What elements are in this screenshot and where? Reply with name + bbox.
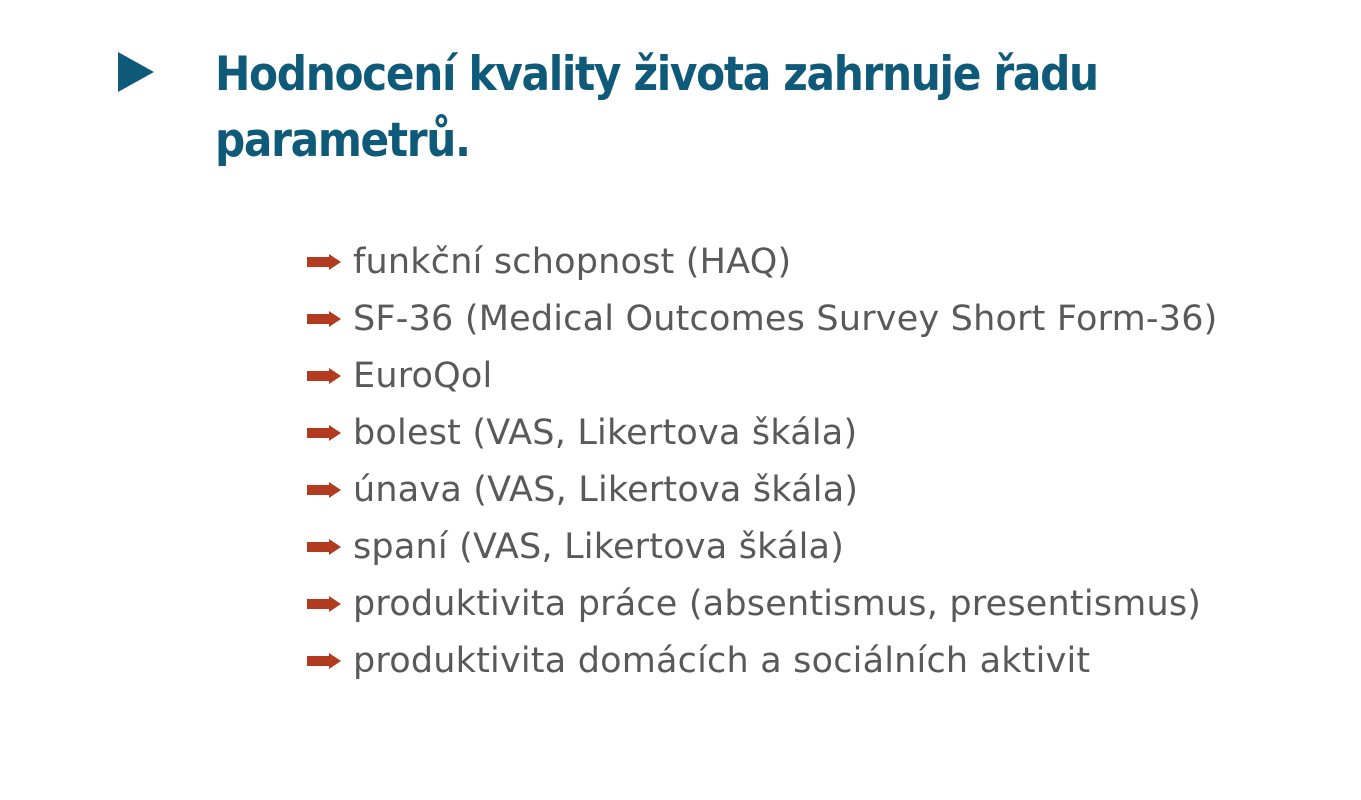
list-item [305,240,1265,284]
list-item-label: spaní (VAS, Likertova škála) [353,527,845,567]
list-item [305,468,1265,512]
list-item [305,582,1265,626]
list-item-label: SF-36 (Medical Outcomes Survey Short Form-36) [353,299,1218,339]
arrow-right-icon [307,596,341,612]
list-item-label: produktivita domácích a sociálních aktivit [353,641,1091,681]
list-item [305,639,1265,683]
list-item-label: funkční schopnost (HAQ) [353,242,792,282]
slide-title: Hodnocení kvality života zahrnuje řadu parametrů. [215,47,1098,168]
list-item [305,525,1265,569]
arrow-right-icon [307,539,341,555]
triangle-right-icon [118,52,154,92]
arrow-right-icon [307,482,341,498]
list-item [305,354,1265,398]
list-item-label: produktivita práce (absentismus, presentismus) [353,584,1202,624]
list-item-label: únava (VAS, Likertova škála) [353,470,859,510]
list-item-label: bolest (VAS, Likertova škála) [353,413,858,453]
arrow-right-icon [307,653,341,669]
arrow-right-icon [307,311,341,327]
list-item [305,297,1265,341]
arrow-right-icon [307,254,341,270]
arrow-right-icon [307,368,341,384]
arrow-right-icon [307,425,341,441]
list-item [305,411,1265,455]
list-item-label: EuroQol [353,356,493,396]
bullet-list [305,240,1265,683]
